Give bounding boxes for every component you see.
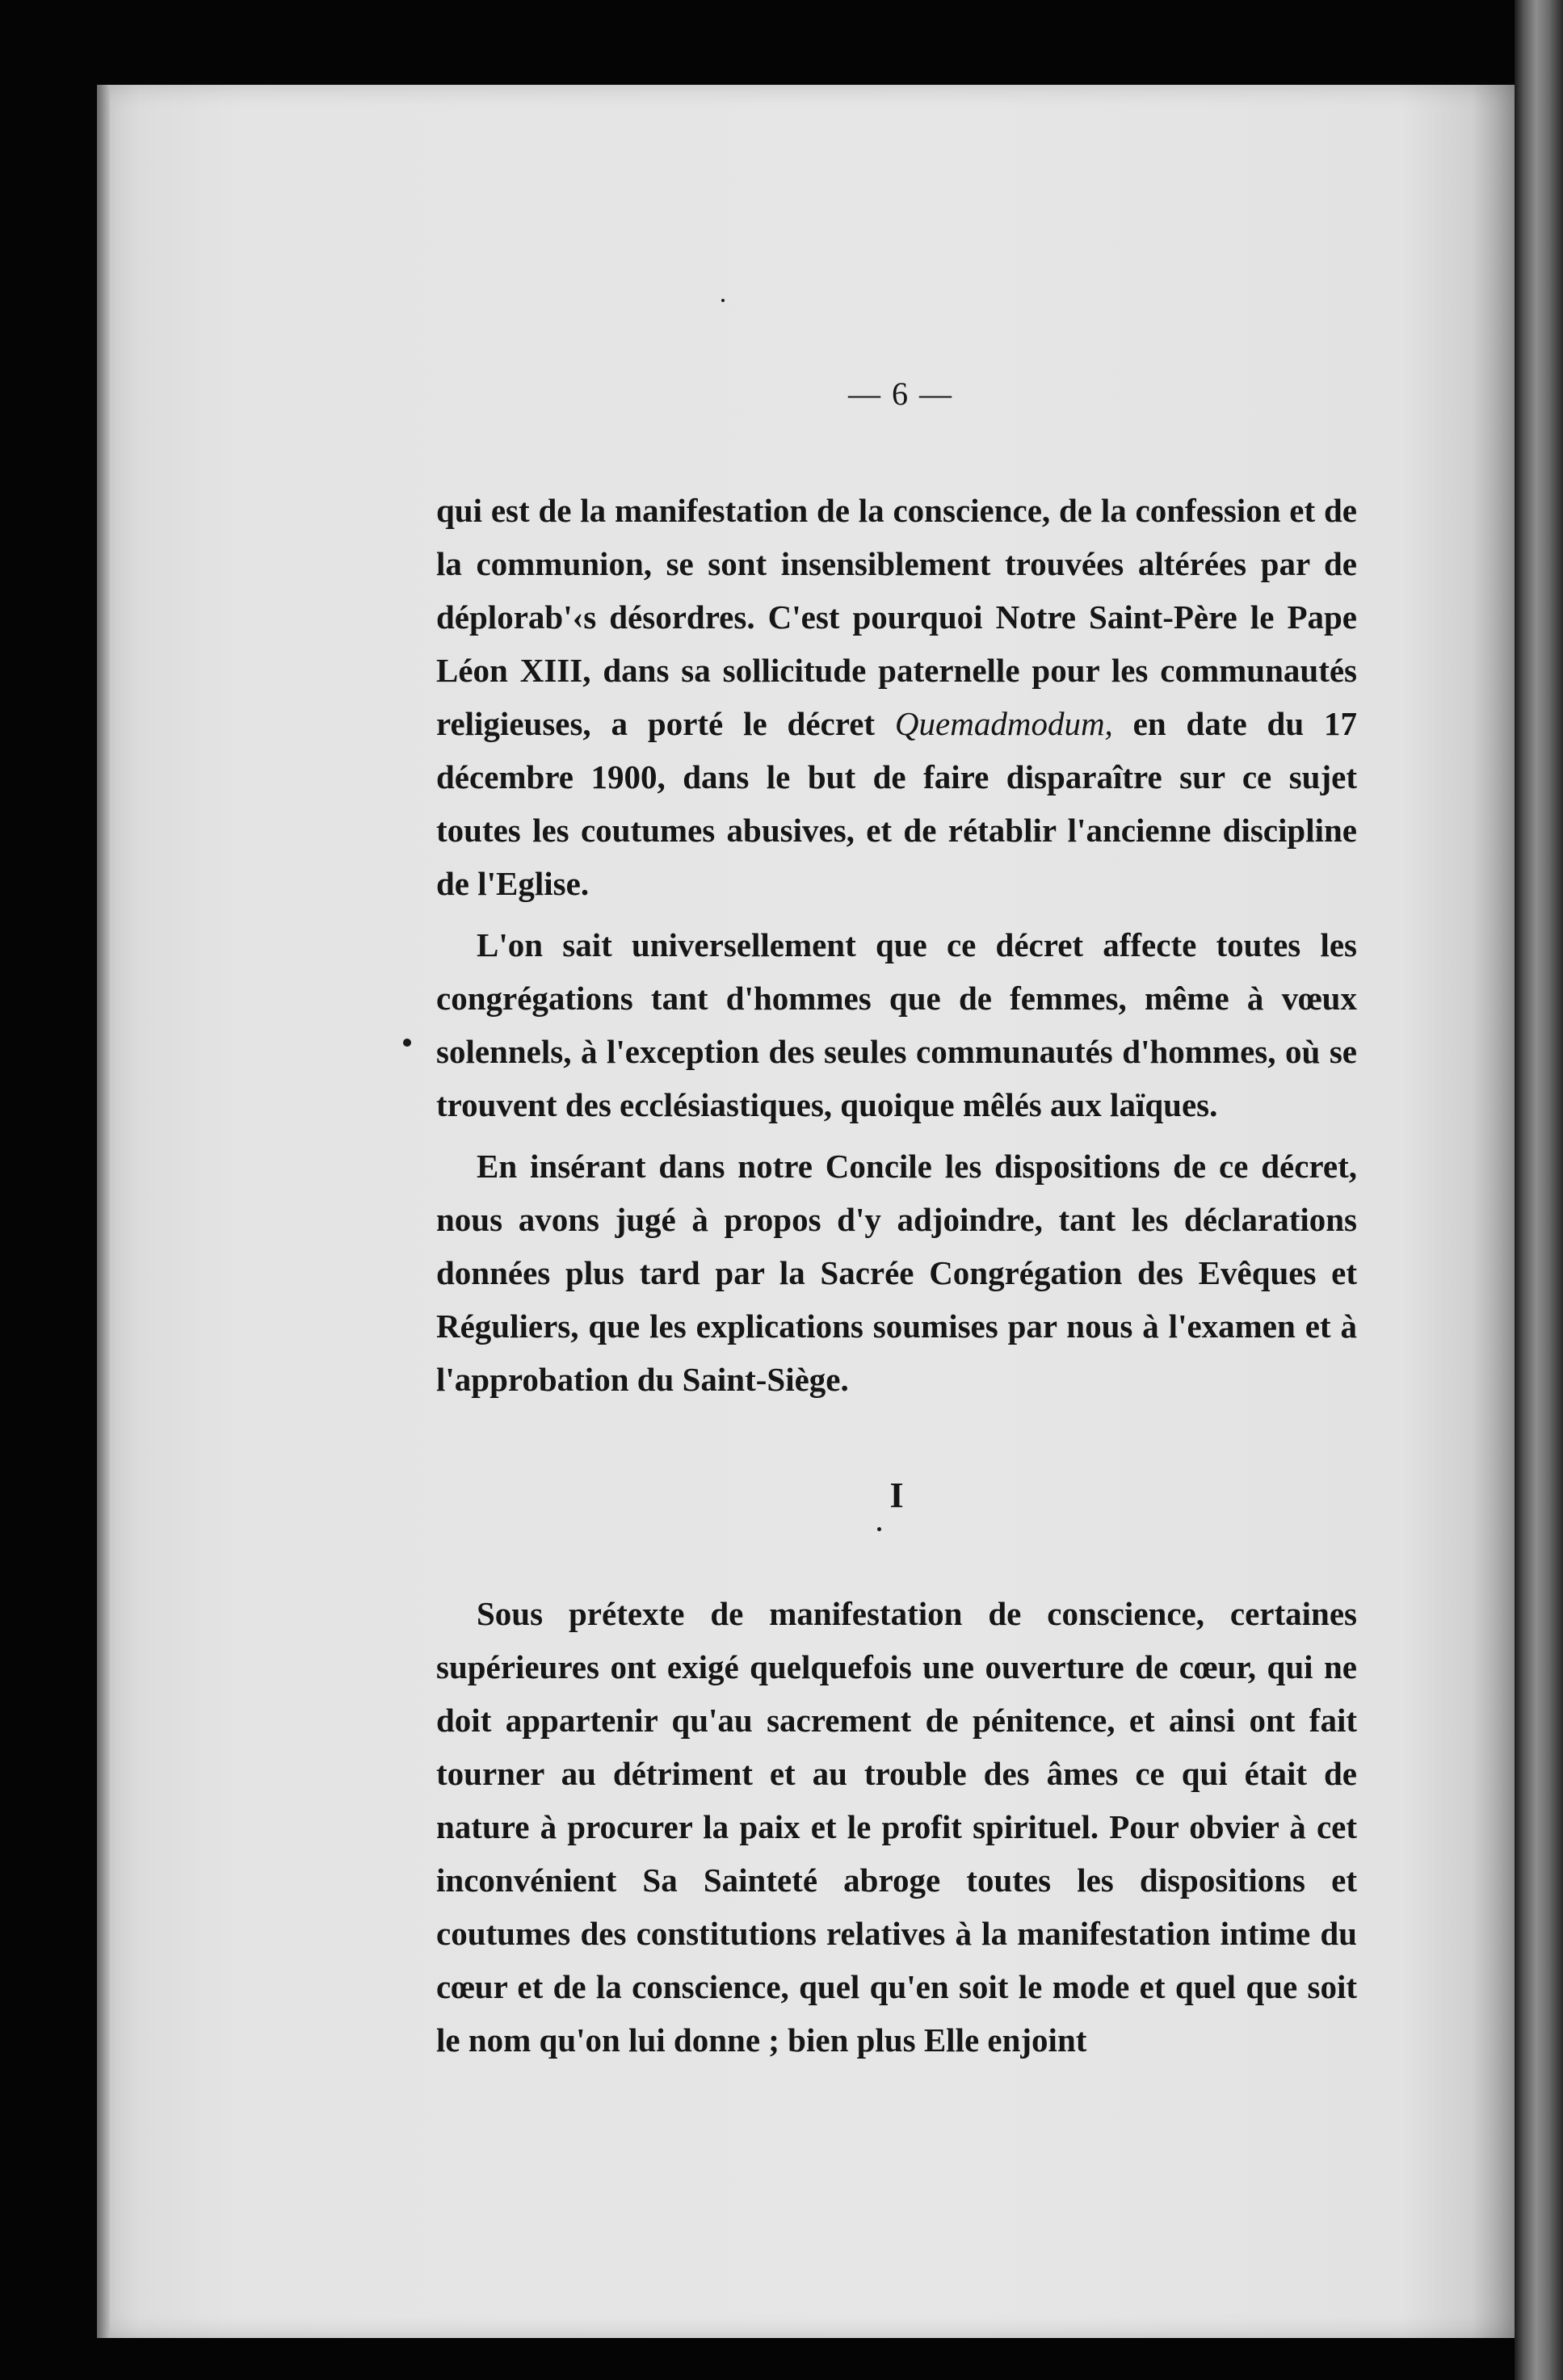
ink-speck [403, 1039, 411, 1047]
book-edge-strip [1515, 0, 1563, 2380]
paragraph-1-text-b: en date du 17 décembre 1900, dans le but de faire disparaître sur ce sujet toutes les coutumes abusives, et de rétablir l'ancienne discipline de l'Eglise. [436, 705, 1357, 902]
paper-left-edge [97, 85, 110, 2338]
paragraph-1 [436, 484, 1357, 910]
page-number: — 6 — [848, 376, 953, 412]
paragraph-1-text-a: qui est de la manifestation de la conscience, de la confession et de la communion, se sont insensiblement trouvées altérées par de déplorab'‹s désordres. C'est pourquoi Notre Saint-Père le Pape Léon XIII, dans sa sollicitude paternelle pour les communautés religieuses, a porté le décret [436, 492, 1357, 742]
paragraph-3: En insérant dans notre Concile les dispositions de ce décret, nous avons jugé à propos d'y adjoindre, tant les déclarations données plus tard par la Sacrée Congrégation des Evêques et Réguliers, que les explications soumises par nous à l'examen et à l'approbation du Saint-Siège. [436, 1148, 1357, 1398]
section-heading: I [889, 1475, 904, 1515]
ink-speck [721, 299, 725, 302]
paragraph-4: Sous prétexte de manifestation de conscience, certaines supérieures ont exigé quelquefois une ouverture de cœur, qui ne doit appartenir qu'au sacrement de pénitence, et ainsi ont fait tourner au détriment et au trouble des âmes ce qui était de nature à procurer la paix et le profit spirituel. Pour obvier à cet inconvénient Sa Sainteté abroge toutes les dispositions et coutumes des constitutions relatives à la manifestation intime du cœur et de la conscience, quel qu'en soit le mode et quel que soit le nom qu'on lui donne ; bien plus Elle enjoint [436, 1595, 1357, 2059]
page-text-block [436, 367, 1357, 2067]
decree-title: Quemadmodum, [894, 705, 1113, 742]
paragraph-2: L'on sait universellement que ce décret affecte toutes les congrégations tant d'hommes que de femmes, même à vœux solennels, à l'exception des seules communautés d'hommes, où se trouvent des ecclésiastiques, quoique mêlés aux laïques. [436, 926, 1357, 1123]
